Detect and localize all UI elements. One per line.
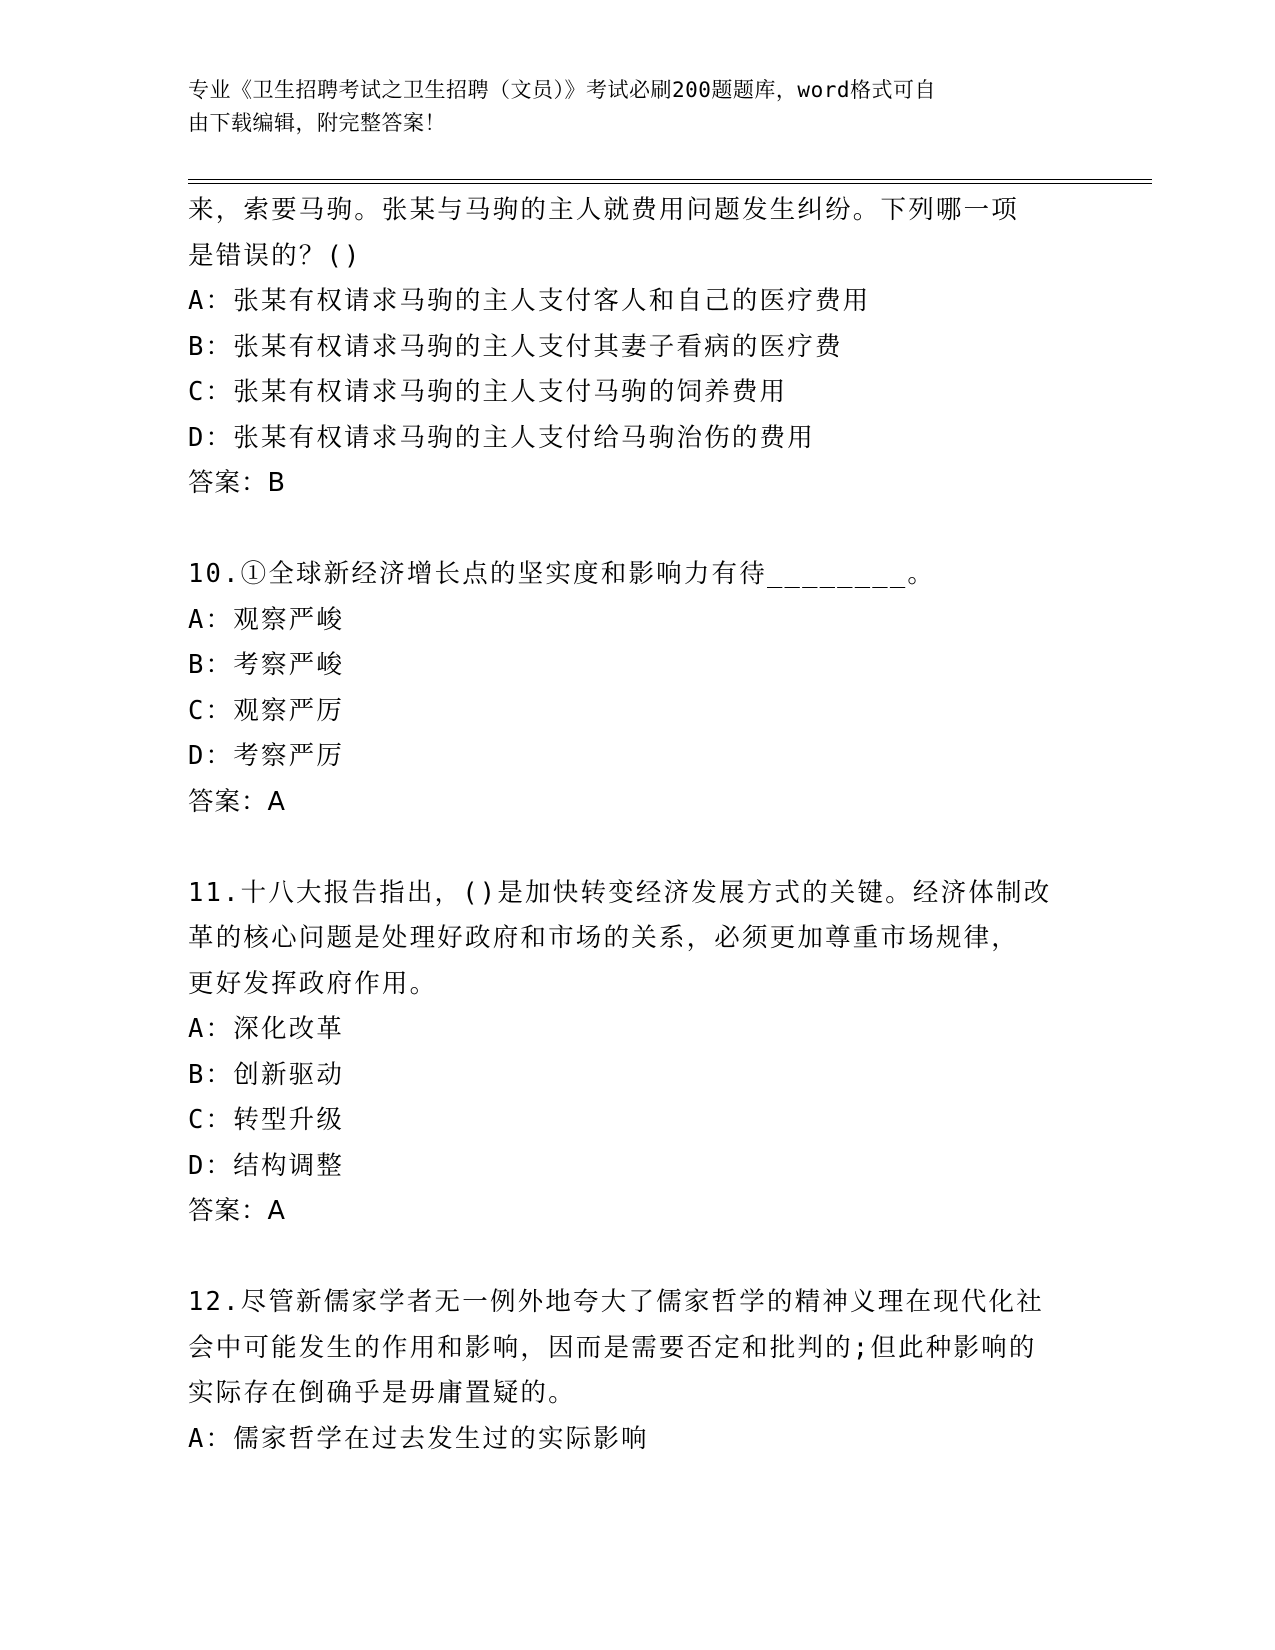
option-a: A：深化改革 [188, 1014, 345, 1044]
header-line: 专业《卫生招聘考试之卫生招聘（文员）》考试必刷200题题库，word格式可自 [188, 78, 936, 102]
question-stem: 会中可能发生的作用和影响，因而是需要否定和批判的;但此种影响的 [188, 1332, 1037, 1363]
option-b: B：创新驱动 [188, 1059, 345, 1090]
spacer [188, 507, 1088, 553]
option-c: C：张某有权请求马驹的主人支付马驹的饲养费用 [188, 377, 788, 407]
spacer [188, 1235, 1088, 1281]
document-header [188, 74, 1068, 140]
question-stem: 12.尽管新儒家学者无一例外地夸大了儒家哲学的精神义理在现代化社 [188, 1287, 1044, 1317]
answer: 答案：B [188, 468, 286, 498]
question-stem: 是错误的？() [188, 240, 362, 271]
question-stem: 11.十八大报告指出，()是加快转变经济发展方式的关键。经济体制改 [188, 877, 1052, 908]
spacer [188, 825, 1088, 871]
question-stem: 革的核心问题是处理好政府和市场的关系，必须更加尊重市场规律， [188, 923, 1020, 953]
document-body [188, 188, 1088, 1462]
answer: 答案：A [188, 1196, 286, 1226]
question-stem: 来，索要马驹。张某与马驹的主人就费用问题发生纠纷。下列哪一项 [188, 195, 1020, 225]
question-stem: 更好发挥政府作用。 [188, 968, 438, 999]
option-c: C：观察严厉 [188, 695, 345, 726]
question-stem: 10.①全球新经济增长点的坚实度和影响力有待________。 [188, 559, 936, 589]
option-b: B：考察严峻 [188, 650, 345, 680]
header-line: 由下载编辑，附完整答案！ [188, 111, 446, 135]
question-12 [188, 1280, 1088, 1462]
option-d: D：考察严厉 [188, 741, 345, 771]
option-a: A：儒家哲学在过去发生过的实际影响 [188, 1423, 649, 1454]
question-11 [188, 871, 1088, 1235]
option-d: D：张某有权请求马驹的主人支付给马驹治伤的费用 [188, 422, 815, 453]
question-9 [188, 188, 1088, 507]
option-b: B：张某有权请求马驹的主人支付其妻子看病的医疗费 [188, 331, 843, 362]
answer: 答案：A [188, 786, 286, 817]
header-divider [188, 179, 1152, 180]
option-d: D：结构调整 [188, 1150, 345, 1181]
header-divider [188, 183, 1152, 184]
question-10 [188, 552, 1088, 825]
question-stem: 实际存在倒确乎是毋庸置疑的。 [188, 1378, 576, 1408]
option-a: A：观察严峻 [188, 604, 345, 635]
option-c: C：转型升级 [188, 1105, 345, 1135]
option-a: A：张某有权请求马驹的主人支付客人和自己的医疗费用 [188, 286, 871, 316]
